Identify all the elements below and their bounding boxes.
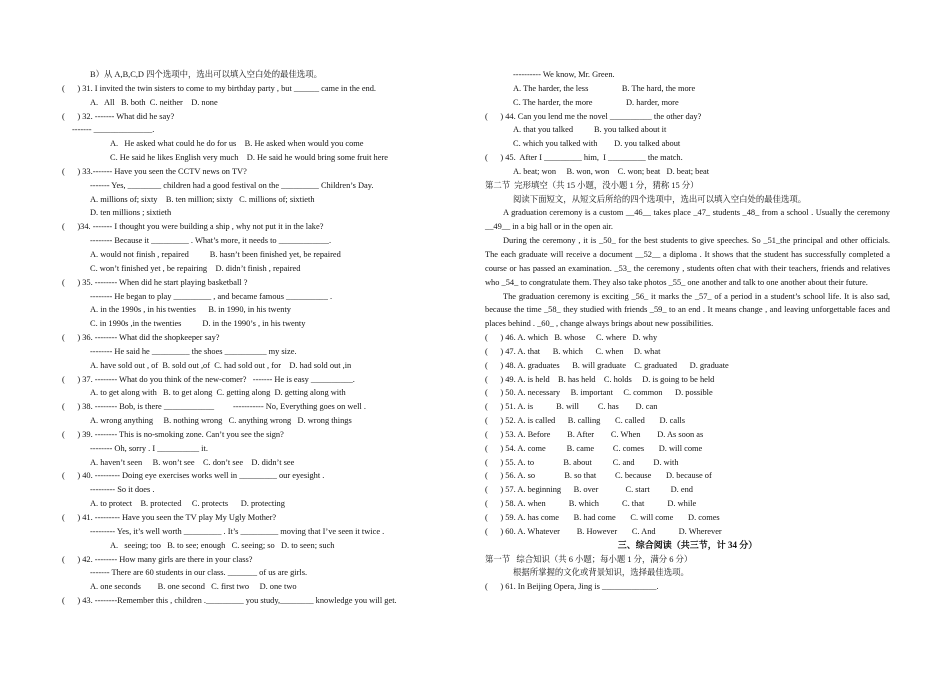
right-column xyxy=(485,68,890,594)
text-line: ------- Yes, ________ children had a good festival on the _________ Children’s Day. xyxy=(90,180,374,190)
question-line: ( ) 53. A. Before B. After C. When D. As soon as xyxy=(485,429,704,439)
passage-paragraph: During the ceremony , it is _50_ for the best students to give speeches. So _51_the principal and other officials. The each graduate will receive a document __52__ a diploma . It shows that the student has successfully completed a course or has passed an examination. _53_ the ceremony , students often chat with their teachers, friends and relatives who _54_ to congratulate them. They also take photos _55_ one another and talk to one another about their future. xyxy=(485,236,890,287)
text-line: C. The harder, the more D. harder, more xyxy=(513,97,679,107)
question-line: ( ) 41. --------- Have you seen the TV play My Ugly Mother? xyxy=(62,513,277,522)
text-line: 根据所掌握的文化或背景知识，选择最佳选项。 xyxy=(513,568,689,578)
text-line: ---------- We know, Mr. Green. xyxy=(513,70,615,79)
text-line: C. won’t finished yet , be repairing D. didn’t finish , repaired xyxy=(90,263,301,273)
text-line: C. which you talked with D. you talked about xyxy=(513,139,681,149)
question-line: ( ) 61. In Beijing Opera, Jing is _____________. xyxy=(485,582,659,592)
text-line: -------- He said he _________ the shoes __________ my size. xyxy=(90,346,297,356)
question-line: ( ) 52. A. is called B. calling C. called D. calls xyxy=(485,416,686,426)
question-line: ( ) 44. Can you lend me the novel __________ the other day? xyxy=(485,111,702,121)
question-line: ( ) 58. A. when B. which C. that D. while xyxy=(485,499,697,509)
text-line: C. in 1990s ,in the twenties D. in the 1990’s , in his twenty xyxy=(90,319,306,329)
text-line: 第二节 完形填空（共 15 小题，没小题 1 分，猜称 15 分） xyxy=(485,180,699,190)
question-line: ( ) 36. -------- What did the shopkeeper say? xyxy=(62,333,220,343)
question-line: ( )34. ------- I thought you were building a ship , why not put it in the lake? xyxy=(62,222,324,232)
text-line: D. ten millions ; sixtieth xyxy=(90,208,172,218)
text-line: 阅读下面短文，从短文后所给的四个选项中，选出可以填入空白处的最佳选项。 xyxy=(513,194,807,204)
text-line: A. have sold out , of B. sold out ,of C. had sold out , for D. had sold out ,in xyxy=(90,360,352,370)
question-line: ( ) 56. A. so B. so that C. because D. because of xyxy=(485,471,712,481)
text-line: A. All B. both C. neither D. none xyxy=(90,97,218,107)
text-line: --------- So it does . xyxy=(90,485,155,495)
text-line: A. that you talked B. you talked about it xyxy=(513,125,667,135)
question-line: ( ) 50. A. necessary B. important C. common D. possible xyxy=(485,388,713,398)
section-heading: 三、综合阅读（共三节，计 34 分） xyxy=(617,539,758,550)
question-line: ( ) 51. A. is B. will C. has D. can xyxy=(485,402,658,412)
left-column xyxy=(62,68,457,608)
text-line: -------- Because it _________ . What’s more, it needs to ____________. xyxy=(90,236,332,246)
question-line: ( ) 31. I invited the twin sisters to come to my birthday party , but ______ came in the end. xyxy=(62,83,377,93)
text-line: A. beat; won B. won, won C. won; beat D. beat; beat xyxy=(513,166,710,176)
text-line: A. in the 1990s , in his twenties B. in 1990, in his twenty xyxy=(90,305,291,315)
text-line: ------- ______________. xyxy=(72,125,155,135)
text-line: A. would not finish , repaired B. hasn’t been finished yet, be repaired xyxy=(90,249,341,259)
text-line: C. He said he likes English very much D. He said he would bring some fruit here xyxy=(110,153,388,163)
text-line: 第一节 综合知识（共 6 小题；每小题 1 分，满分 6 分） xyxy=(485,554,693,564)
text-line: A. The harder, the less B. The hard, the more xyxy=(513,83,696,93)
text-line: ------- There are 60 students in our class. _______ of us are girls. xyxy=(90,568,308,578)
question-line: ( ) 37. -------- What do you think of the new-comer? ------- He is easy __________. xyxy=(62,374,355,384)
passage-paragraph: The graduation ceremony is exciting _56_ it marks the _57_ of a period in a student’s school life. It is also sad, because the time _58_ they studied with friends _59_ to an end . It means change , and leaving unforgettable faces and places behind . _60_ , change always brings about new possibilities. xyxy=(485,291,890,329)
question-line: ( ) 43. --------Remember this , children ._________ you study,________ knowledge you will get. xyxy=(62,596,397,606)
question-line: ( ) 35. -------- When did he start playing basketball ? xyxy=(62,277,248,287)
question-line: ( ) 54. A. come B. came C. comes D. will come xyxy=(485,443,703,453)
text-line: A. millions of; sixty B. ten million; sixty C. millions of; sixtieth xyxy=(90,194,315,204)
text-line: A. wrong anything B. nothing wrong C. anything wrong D. wrong things xyxy=(90,416,352,426)
passage-paragraph: A graduation ceremony is a custom __46__ takes place _47_ students _48_ from a school . Usually the ceremony __49__ in a big hall or in the open air. xyxy=(485,208,890,232)
question-line: ( ) 32. ------- What did he say? xyxy=(62,111,175,121)
text-line: -------- He began to play _________ , and became famous __________ . xyxy=(90,291,333,301)
question-line: ( ) 46. A. which B. whose C. where D. why xyxy=(485,333,658,343)
question-line: ( ) 45. After I _________ him, I _________ the match. xyxy=(485,153,683,163)
text-line: -------- Oh, sorry . I __________ it. xyxy=(90,443,208,453)
question-line: ( ) 49. A. is held B. has held C. holds D. is going to be held xyxy=(485,374,715,384)
question-line: ( ) 47. A. that B. which C. when D. what xyxy=(485,346,661,356)
text-line: A. seeing; too B. to see; enough C. seeing; so D. to seen; such xyxy=(110,540,335,550)
question-line: ( ) 60. A. Whatever B. However C. And D. Wherever xyxy=(485,526,722,536)
question-line: ( ) 42. -------- How many girls are there in your class? xyxy=(62,554,253,564)
text-line: --------- Yes, it’s well worth _________ . It’s _________ moving that I’ve seen it twice . xyxy=(90,526,385,536)
question-line: ( ) 39. -------- This is no-smoking zone. Can’t you see the sign? xyxy=(62,429,284,439)
question-line: ( ) 55. A. to B. about C. and D. with xyxy=(485,457,679,467)
question-line: ( ) 33.------- Have you seen the CCTV news on TV? xyxy=(62,166,247,176)
text-line: A. haven’t seen B. won’t see C. don’t see D. didn’t see xyxy=(90,457,295,467)
text-line: A. one seconds B. one second C. first two D. one two xyxy=(90,582,297,592)
text-line: A. to protect B. protected C. protects D. protecting xyxy=(90,499,285,509)
text-line: A. to get along with B. to get along C. getting along D. getting along with xyxy=(90,388,346,398)
text-line: A. He asked what could he do for us B. He asked when would you come xyxy=(110,139,364,149)
question-line: ( ) 48. A. graduates B. will graduate C. graduated D. graduate xyxy=(485,360,729,370)
text-line: B）从 A,B,C,D 四个选项中，选出可以填入空白处的最佳选项。 xyxy=(90,70,322,79)
question-line: ( ) 59. A. has come B. had come C. will come D. comes xyxy=(485,513,720,522)
question-line: ( ) 38. -------- Bob, is there ____________ ----------- No, Everything goes on well . xyxy=(62,402,366,412)
question-line: ( ) 40. --------- Doing eye exercises works well in _________ our eyesight . xyxy=(62,471,325,481)
question-line: ( ) 57. A. beginning B. over C. start D. end xyxy=(485,485,693,495)
